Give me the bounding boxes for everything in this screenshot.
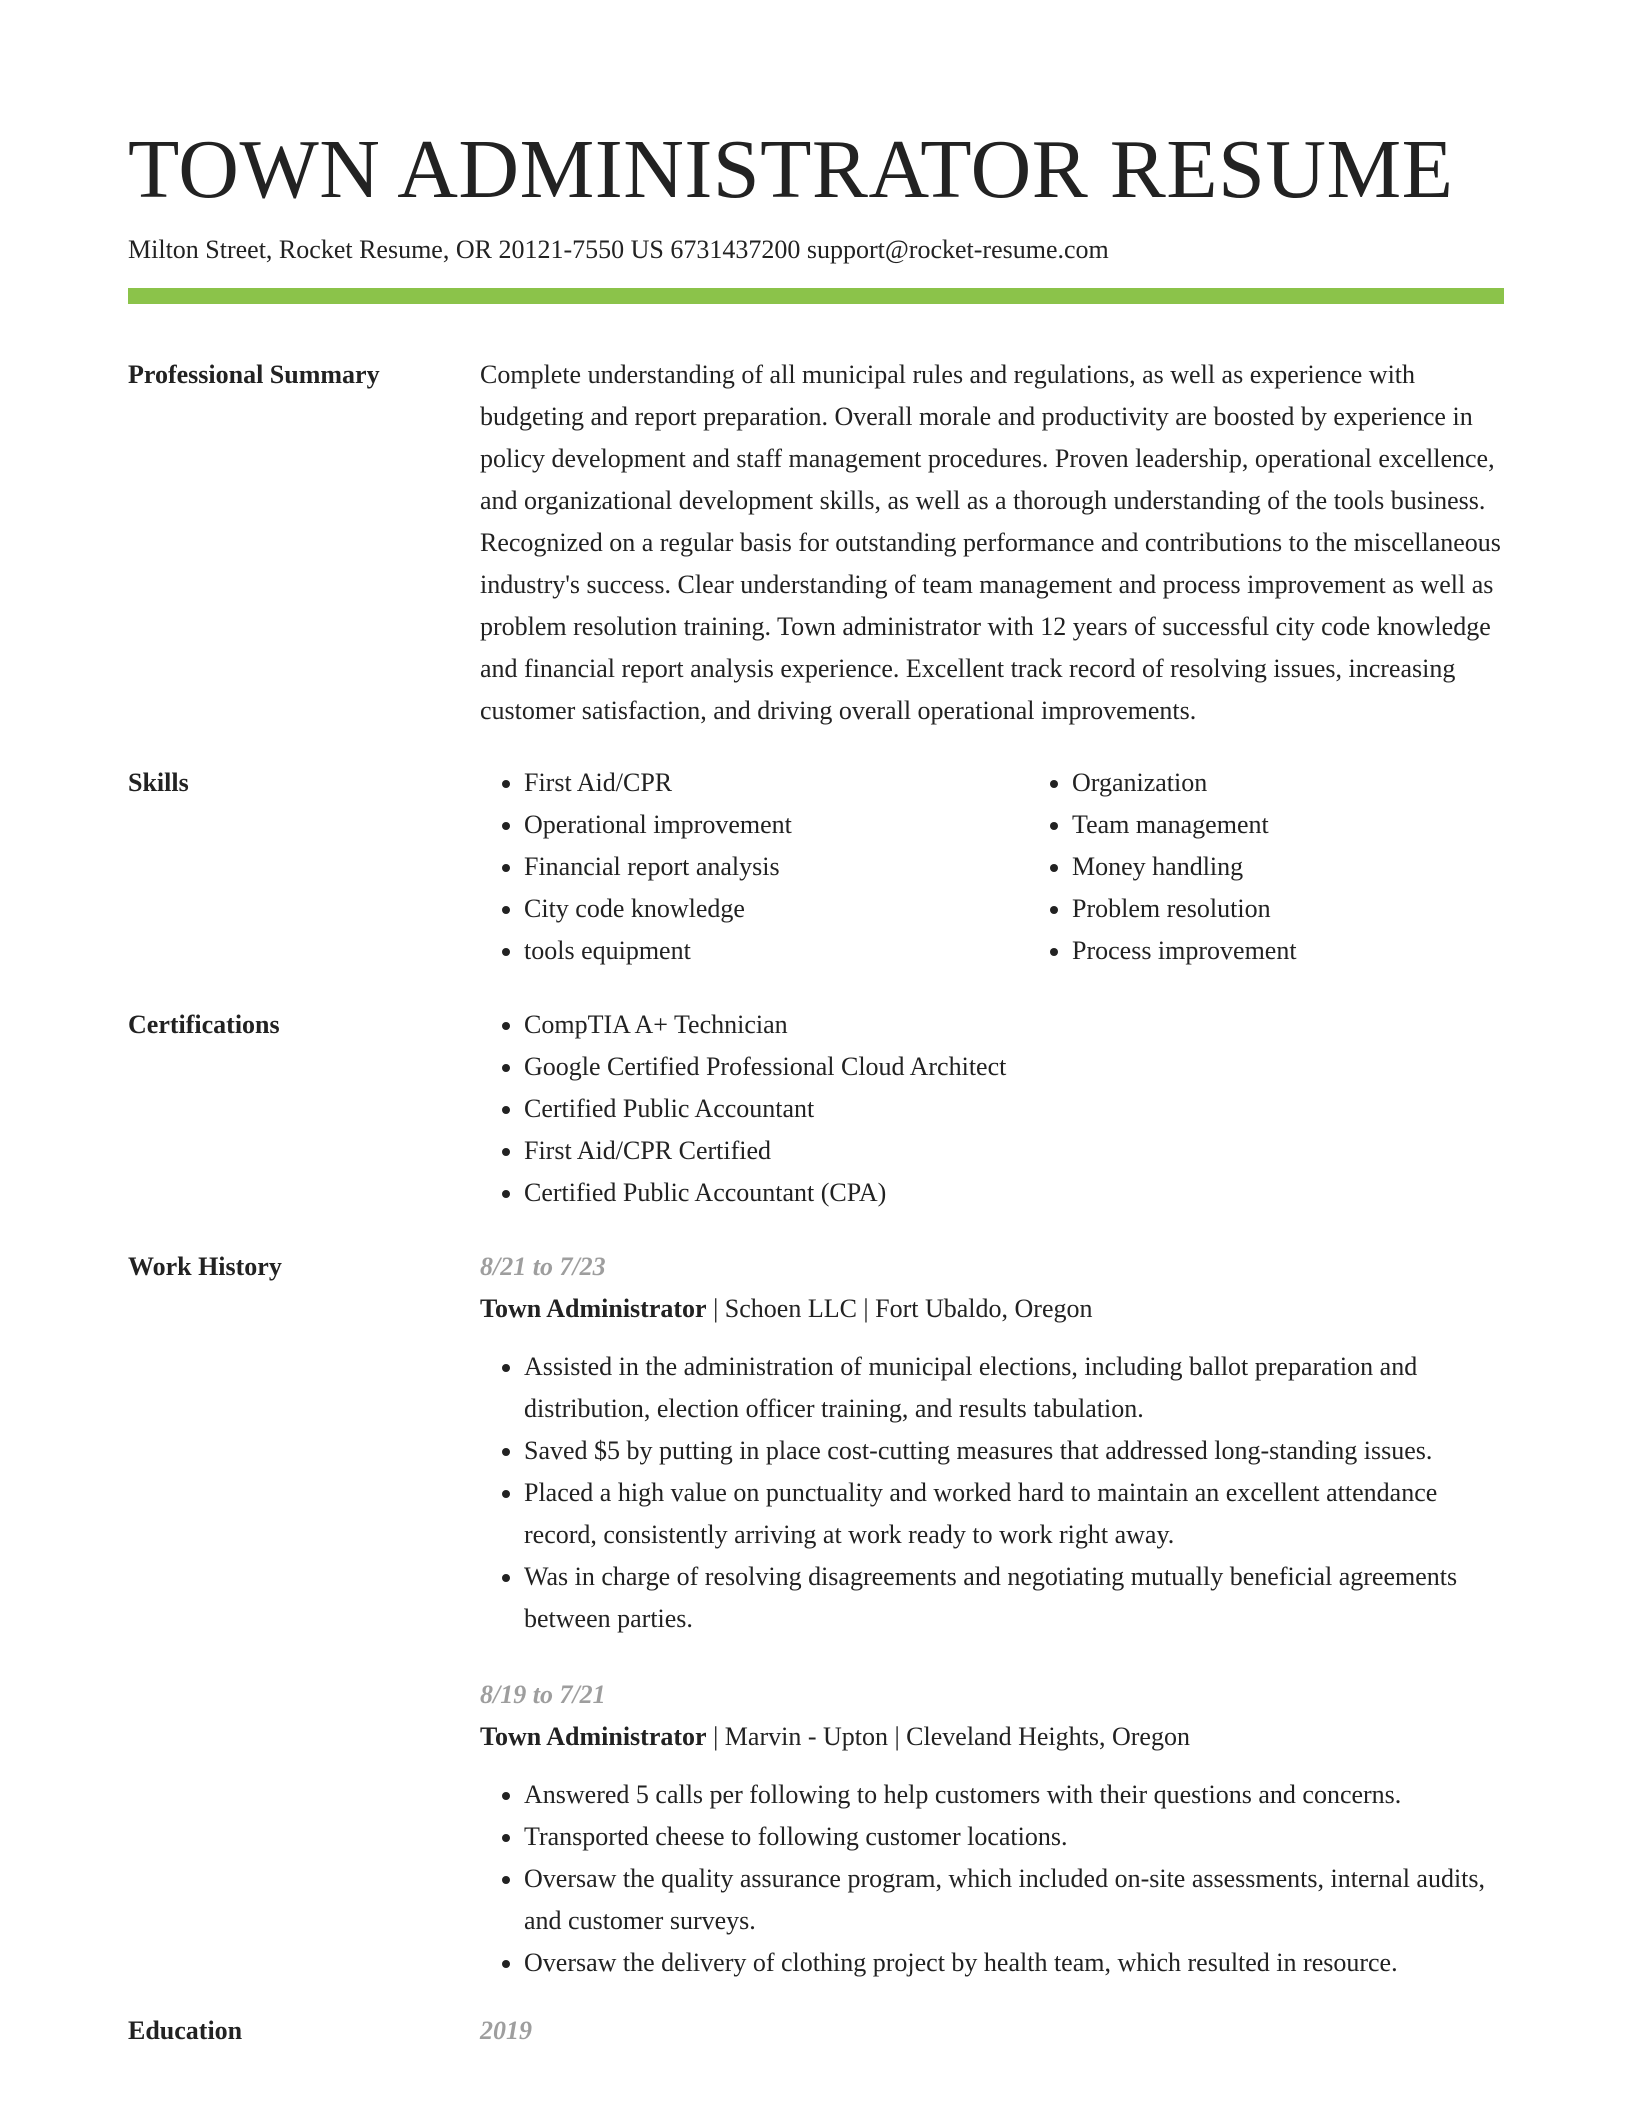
job-bullets: [480, 1346, 1504, 1640]
job-bullet: • Saved $5 by putting in place cost-cutting measures that addressed long-standing issues.: [524, 1430, 1504, 1472]
certification-item: • Certified Public Accountant: [524, 1088, 1504, 1130]
job-entry: [480, 1246, 1504, 1640]
education-label: Education: [128, 2016, 243, 2045]
certifications-list: [480, 1004, 1504, 1214]
skill-item: • Organization: [1072, 762, 1576, 804]
skill-item: • Process improvement: [1072, 930, 1576, 972]
resume-title: TOWN ADMINISTRATOR RESUME: [128, 123, 1454, 216]
job-heading: [480, 1716, 1504, 1758]
skill-item: • City code knowledge: [524, 888, 1028, 930]
education-date: 2019: [480, 2016, 532, 2045]
skills-list-right: [1028, 762, 1576, 972]
job-bullet: • Was in charge of resolving disagreements and negotiating mutually beneficial agreements between parties.: [524, 1556, 1504, 1640]
education-section: [128, 2010, 1504, 2052]
skill-item: • tools equipment: [524, 930, 1028, 972]
resume-page: [128, 118, 1504, 2052]
skill-item: • Problem resolution: [1072, 888, 1576, 930]
job-date: 8/19 to 7/21: [480, 1680, 606, 1709]
summary-text: Complete understanding of all municipal rules and regulations, as well as experience with budgeting and report preparation. Overall morale and productivity are boosted by experience in policy development and staff management procedures. Proven leadership, operational excellence, and organizational development skills, as well as a thorough understanding of the tools business. Recognized on a regular basis for outstanding performance and contributions to the miscellaneous industry's success. Clear understanding of team management and process improvement as well as problem resolution training. Town administrator with 12 years of successful city code knowledge and financial report analysis experience. Excellent track record of resolving issues, increasing customer satisfaction, and driving overall operational improvements.: [480, 360, 1501, 725]
contact-line: Milton Street, Rocket Resume, OR 20121-7550 US 6731437200 support@rocket-resume.com: [128, 235, 1109, 264]
job-title: Town Administrator: [480, 1722, 707, 1751]
skills-list-left: [480, 762, 1028, 972]
skill-item: • Financial report analysis: [524, 846, 1028, 888]
certifications-label: Certifications: [128, 1010, 280, 1039]
work-history-section: [128, 1246, 1504, 1984]
certification-item: • CompTIA A+ Technician: [524, 1004, 1504, 1046]
certification-item: • Certified Public Accountant (CPA): [524, 1172, 1504, 1214]
certification-item: • Google Certified Professional Cloud Architect: [524, 1046, 1504, 1088]
job-bullets: [480, 1774, 1504, 1984]
job-details: | Schoen LLC | Fort Ubaldo, Oregon: [706, 1294, 1093, 1323]
skills-label: Skills: [128, 768, 189, 797]
job-details: | Marvin - Upton | Cleveland Heights, Oregon: [706, 1722, 1190, 1751]
skill-item: • Operational improvement: [524, 804, 1028, 846]
job-date: 8/21 to 7/23: [480, 1252, 606, 1281]
skill-item: • First Aid/CPR: [524, 762, 1028, 804]
job-bullet: • Answered 5 calls per following to help customers with their questions and concerns.: [524, 1774, 1504, 1816]
job-bullet: • Assisted in the administration of municipal elections, including ballot preparation and distribution, election officer training, and results tabulation.: [524, 1346, 1504, 1430]
accent-divider: [128, 288, 1504, 304]
job-title: Town Administrator: [480, 1294, 707, 1323]
summary-section: [128, 354, 1504, 732]
work-history-label: Work History: [128, 1252, 282, 1281]
summary-label: Professional Summary: [128, 360, 380, 389]
job-bullet: • Transported cheese to following customer locations.: [524, 1816, 1504, 1858]
job-bullet: • Placed a high value on punctuality and worked hard to maintain an excellent attendance record, consistently arriving at work ready to work right away.: [524, 1472, 1504, 1556]
skill-item: • Team management: [1072, 804, 1576, 846]
skills-section: [128, 762, 1504, 972]
job-heading: [480, 1288, 1504, 1330]
job-entry: [480, 1674, 1504, 1984]
certification-item: • First Aid/CPR Certified: [524, 1130, 1504, 1172]
job-bullet: • Oversaw the delivery of clothing project by health team, which resulted in resource.: [524, 1942, 1504, 1984]
certifications-section: [128, 1004, 1504, 1214]
skill-item: • Money handling: [1072, 846, 1576, 888]
job-bullet: • Oversaw the quality assurance program, which included on-site assessments, internal audits, and customer surveys.: [524, 1858, 1504, 1942]
